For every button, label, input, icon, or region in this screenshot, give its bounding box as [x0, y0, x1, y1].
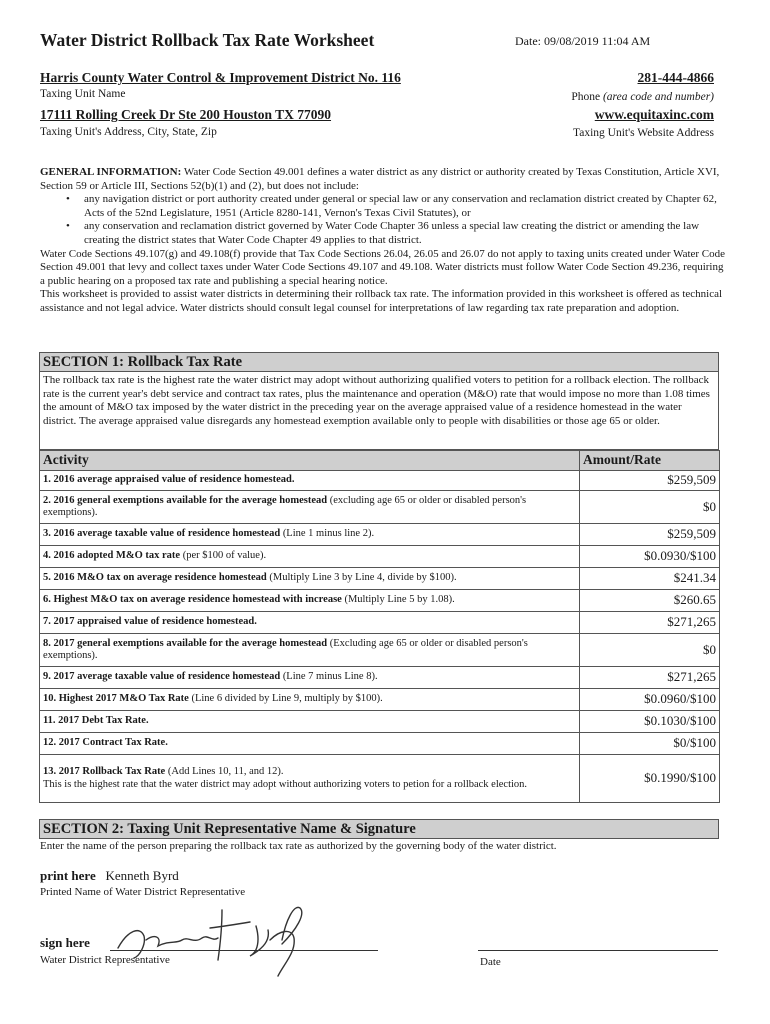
print-here-label: print here	[40, 868, 96, 883]
row-amount: $0.0960/$100	[580, 689, 720, 711]
section2-header: SECTION 2: Taxing Unit Representative Name & Signature	[39, 819, 719, 839]
website-caption: Taxing Unit's Website Address	[573, 127, 714, 139]
table-row: 12. 2017 Contract Tax Rate. $0/$100	[40, 733, 720, 755]
taxing-unit-name: Harris County Water Control & Improvement District No. 116	[40, 70, 401, 85]
table-row: 9. 2017 average taxable value of residence homestead (Line 7 minus Line 8). $271,265	[40, 667, 720, 689]
handwritten-signature-icon	[110, 900, 320, 980]
table-row: 6. Highest M&O tax on average residence homestead with increase (Multiply Line 5 by 1.08). $260.65	[40, 590, 720, 612]
row-amount: $0	[580, 634, 720, 667]
table-row: 3. 2016 average taxable value of residence homestead (Line 1 minus line 2). $259,509	[40, 524, 720, 546]
general-paragraph-3: This worksheet is provided to assist water districts in determining their rollback tax rate. The information provided in this worksheet is offered as technical assistance and not legal advice. Water districts should consult legal counsel for interpretations of law regarding tax rate preparation and adoption.	[40, 288, 723, 314]
website-link[interactable]: www.equitaxinc.com	[594, 107, 714, 122]
print-date: Date: 09/08/2019 11:04 AM	[515, 34, 651, 48]
phone-number: 281-444-4866	[637, 70, 714, 85]
sign-here-label: sign here	[40, 935, 90, 950]
page-title: Water District Rollback Tax Rate Worksheet	[40, 30, 375, 50]
taxing-unit-name-caption: Taxing Unit Name	[40, 88, 126, 100]
row-amount: $259,509	[580, 471, 720, 491]
row-amount: $259,509	[580, 524, 720, 546]
column-header-activity: Activity	[40, 451, 580, 471]
phone-caption: Phone (area code and number)	[571, 91, 714, 103]
general-information	[40, 166, 730, 316]
taxing-unit-address-caption: Taxing Unit's Address, City, State, Zip	[40, 126, 217, 138]
rollback-rate-table	[39, 450, 720, 803]
row-amount: $0.0930/$100	[580, 546, 720, 568]
taxing-unit-address: 17111 Rolling Creek Dr Ste 200 Houston TX 77090	[40, 107, 332, 122]
row-amount: $0/$100	[580, 733, 720, 755]
table-row: 1. 2016 average appraised value of residence homestead. $259,509	[40, 471, 720, 491]
table-row: 5. 2016 M&O tax on average residence homestead (Multiply Line 3 by Line 4, divide by $100). $241.34	[40, 568, 720, 590]
general-bullet-1: • any navigation district or port authority created under general or special law or any conservation and reclamation district created by Chapter 62, Acts of the 52nd Legislature, 1951 (Article 8280-141, Vernon's Texas Civil Statutes), or	[84, 193, 730, 220]
printed-name-value[interactable]: Kenneth Byrd	[105, 868, 179, 883]
row-amount: $271,265	[580, 612, 720, 634]
table-row: 2. 2016 general exemptions available for the average homestead (excluding age 65 or older or disabled person's exemptions). $0	[40, 491, 720, 524]
section1-header: SECTION 1: Rollback Tax Rate	[39, 352, 719, 372]
printed-name-caption: Printed Name of Water District Representative	[40, 886, 246, 898]
table-row: 4. 2016 adopted M&O tax rate (per $100 of value). $0.0930/$100	[40, 546, 720, 568]
row-amount: $271,265	[580, 667, 720, 689]
signature-caption: Water District Representative	[40, 954, 170, 966]
table-row: 11. 2017 Debt Tax Rate. $0.1030/$100	[40, 711, 720, 733]
row-amount: $0.1990/$100	[580, 755, 720, 803]
row-amount: $0	[580, 491, 720, 524]
general-paragraph-2: Water Code Sections 49.107(g) and 49.108(f) provide that Tax Code Sections 26.04, 26.05 and 26.07 do not apply to taxing units created under Water Code Section 49.001 that levy and collect taxes under Water Code Sections 49.107 and 49.108. Water districts must follow Water Code Section 49.236, requiring a public hearing on a proposed tax rate and publishing a special hearing notice.	[40, 247, 726, 287]
row-amount: $0.1030/$100	[580, 711, 720, 733]
column-header-amount: Amount/Rate	[580, 451, 720, 471]
table-row: 13. 2017 Rollback Tax Rate (Add Lines 10, 11, and 12). This is the highest rate that the water district may adopt without authorizing voters to petion for a rollback election. $0.1990/$100	[40, 755, 720, 803]
table-row: 8. 2017 general exemptions available for the average homestead (Excluding age 65 or older or disabled person's exemptions). $0	[40, 634, 720, 667]
table-row: 10. Highest 2017 M&O Tax Rate (Line 6 divided by Line 9, multiply by $100). $0.0960/$100	[40, 689, 720, 711]
row-amount: $241.34	[580, 568, 720, 590]
general-bullet-2: • any conservation and reclamation district governed by Water Code Chapter 36 unless a special law creating the district or amending the law creating the district states that Water Code Chapter 49 applies to that district.	[84, 220, 730, 247]
signature-date-line[interactable]	[478, 950, 718, 951]
general-information-lead: GENERAL INFORMATION:	[40, 166, 182, 178]
section1-description: The rollback tax rate is the highest rate the water district may adopt without authorizing qualified voters to petition for a rollback election. The rollback rate is the current year's debt service and contract tax rates, plus the maintenance and operation (M&O) rate that would impose no more than 1.08 times the amount of M&O tax imposed by the water district in the preceding year on the average appraised value of a residence homestead in the water district. The average appraised value disregards any homestead exemption available only to people with disabilities or those age 65 or older.	[39, 372, 719, 450]
general-information-intro: Water Code Section 49.001 defines a water district as any district or authority created by Texas Constitution, Article XVI, Section 59 or Article III, Sections 52(b)(1) and (2), but does not include:	[40, 166, 720, 192]
section2-instructions: Enter the name of the person preparing the rollback tax rate as authorized by the governing body of the water district.	[40, 840, 557, 852]
print-name-line	[40, 868, 179, 884]
date-caption: Date	[480, 956, 501, 968]
table-row: 7. 2017 appraised value of residence homestead. $271,265	[40, 612, 720, 634]
row-amount: $260.65	[580, 590, 720, 612]
